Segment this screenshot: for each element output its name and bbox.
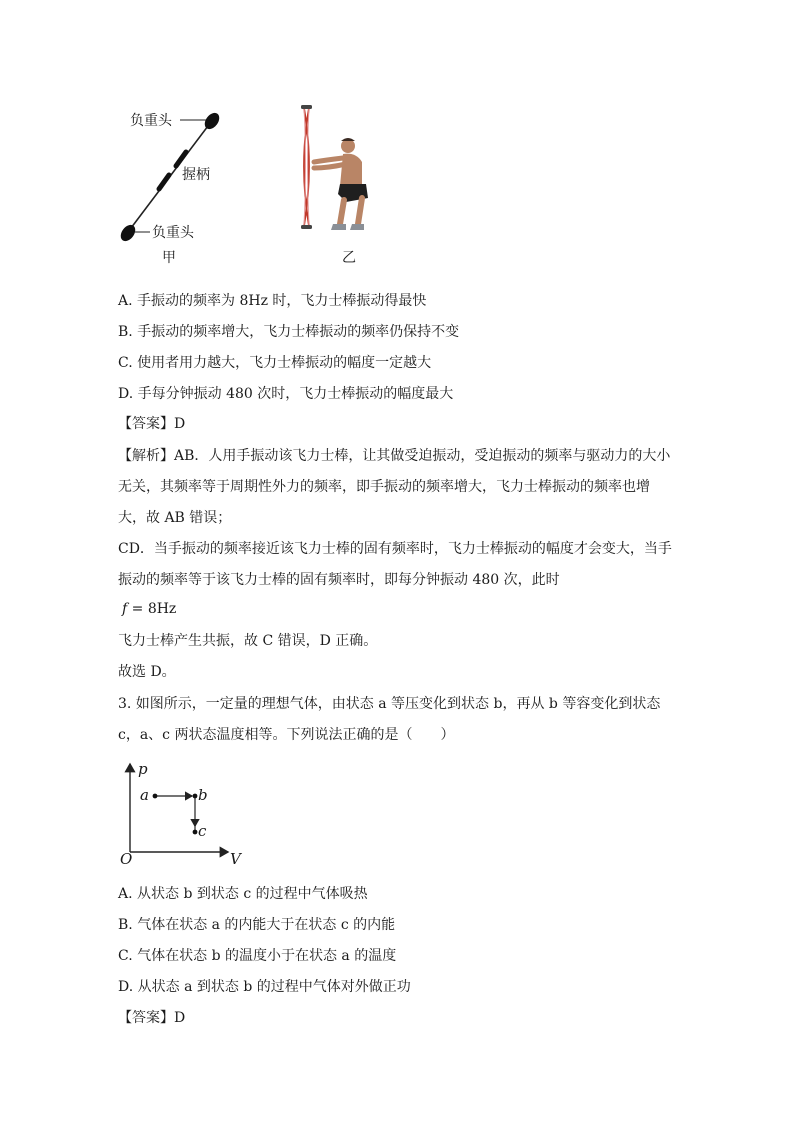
q2-analysis-line-5: 振动的频率等于该飞力士棒的固有频率时，即每分钟振动 480 次，此时 — [118, 572, 560, 588]
grip-bottom — [159, 175, 169, 189]
caption-jia: 甲 — [162, 250, 176, 266]
point-b — [193, 794, 198, 799]
figure-flexi-bar-svg — [118, 100, 418, 270]
q3-stem-line-1: 3. 如图所示，一定量的理想气体，由状态 a 等压变化到状态 b，再从 b 等容变化到状态 — [118, 696, 661, 712]
label-grip: 握柄 — [182, 167, 210, 183]
q3-option-a: A. 从状态 b 到状态 c 的过程中气体吸热 — [118, 886, 368, 902]
q3-stem-line-2: c，a、c 两状态温度相等。下列说法正确的是（ ） — [118, 727, 455, 743]
formula-value: = 8Hz — [127, 601, 177, 617]
q3-answer: 【答案】D — [118, 1010, 186, 1026]
label-c: c — [198, 822, 207, 840]
q2-conclusion: 故选 D。 — [118, 664, 176, 680]
p-axis-label: p — [138, 760, 148, 778]
origin-label: O — [120, 850, 133, 868]
label-weight-top: 负重头 — [130, 113, 172, 129]
weight-head-top — [202, 110, 222, 132]
label-weight-bottom: 负重头 — [152, 225, 194, 241]
q2-analysis-line-2: 无关，其频率等于周期性外力的频率，即手振动的频率增大，飞力士棒振动的频率也增 — [118, 479, 650, 495]
q2-option-c: C. 使用者用力越大，飞力士棒振动的幅度一定越大 — [118, 355, 432, 371]
q2-analysis-line-3: 大，故 AB 错误； — [118, 510, 232, 526]
q2-analysis-line-6: 飞力士棒产生共振，故 C 错误，D 正确。 — [118, 633, 378, 649]
q2-analysis-line-4: CD．当手振动的频率接近该飞力士棒的固有频率时，飞力士棒振动的幅度才会变大，当手 — [118, 541, 672, 557]
label-b: b — [198, 786, 208, 804]
q2-option-a: A. 手振动的频率为 8Hz 时，飞力士棒振动得最快 — [118, 293, 427, 309]
point-c — [193, 830, 198, 835]
grip-top — [176, 152, 186, 166]
v-axis-label: V — [230, 850, 241, 868]
label-a: a — [140, 786, 149, 804]
q2-option-b: B. 手振动的频率增大，飞力士棒振动的频率仍保持不变 — [118, 324, 460, 340]
q3-option-d: D. 从状态 a 到状态 b 的过程中气体对外做正功 — [118, 979, 411, 995]
person-illustration — [301, 105, 368, 230]
caption-yi: 乙 — [342, 250, 356, 266]
formula-variable: f — [122, 601, 128, 617]
q2-analysis-line-1: 【解析】AB．人用手振动该飞力士棒，让其做受迫振动，受迫振动的频率与驱动力的大小 — [118, 448, 671, 464]
pv-diagram-svg — [118, 756, 258, 870]
figure-flexi-bar — [118, 100, 418, 270]
weight-head-bottom — [118, 222, 138, 244]
pv-diagram — [118, 756, 258, 870]
q2-answer: 【答案】D — [118, 416, 186, 432]
q3-option-c: C. 气体在状态 b 的温度小于在状态 a 的温度 — [118, 948, 397, 964]
q2-option-d: D. 手每分钟振动 480 次时，飞力士棒振动的幅度最大 — [118, 386, 454, 402]
q3-option-b: B. 气体在状态 a 的内能大于在状态 c 的内能 — [118, 917, 396, 933]
q2-formula — [122, 599, 176, 619]
point-a — [153, 794, 158, 799]
